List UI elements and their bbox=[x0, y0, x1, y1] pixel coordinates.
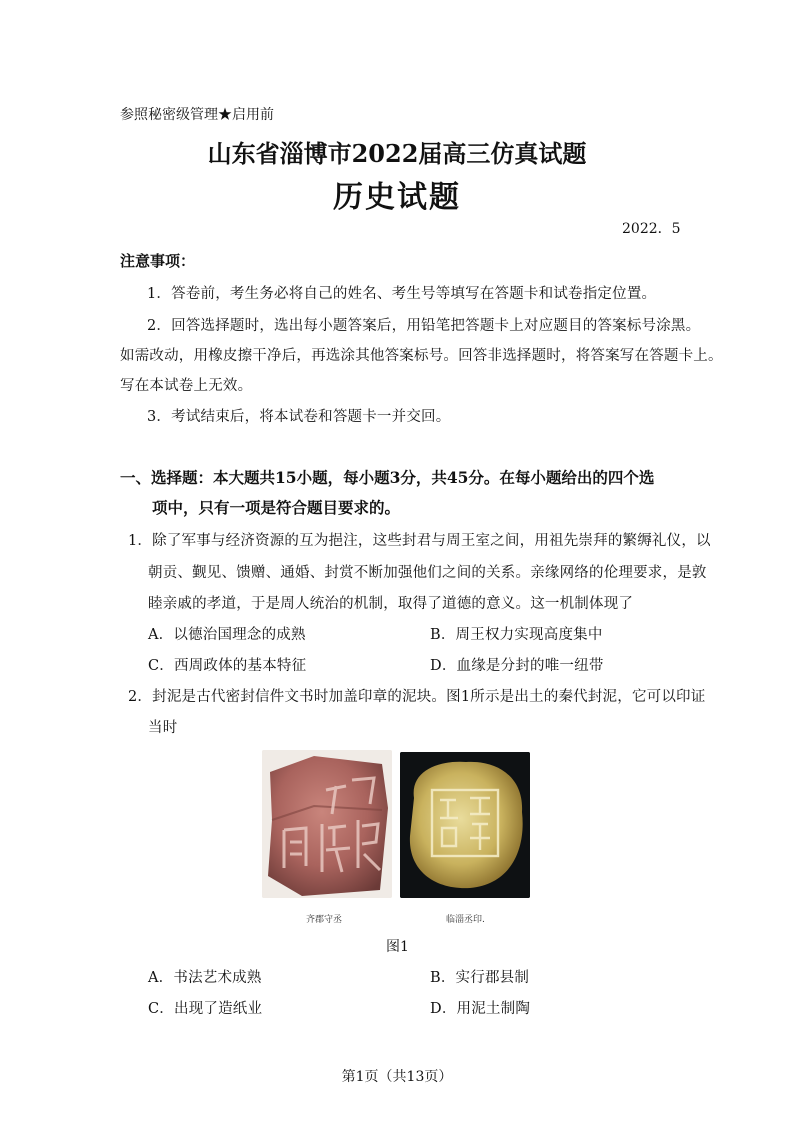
q2-stem-line1: 2．封泥是古代密封信件文书时加盖印章的泥块。图1所示是出土的秦代封泥，它可以印证 bbox=[128, 689, 706, 705]
notes-heading: 注意事项： bbox=[120, 252, 196, 270]
q2-option-a: A．书法艺术成熟 bbox=[148, 970, 262, 986]
clay-seal-photo-right bbox=[400, 752, 530, 898]
figure-label: 图1 bbox=[386, 939, 409, 955]
q2-stem-line2: 当时 bbox=[148, 720, 178, 736]
section-1-heading: 一、选择题：本大题共15小题，每小题3分，共45分。在每小题给出的四个选 bbox=[120, 468, 655, 487]
note-1: 1．答卷前，考生务必将自己的姓名、考生号等填写在答题卡和试卷指定位置。 bbox=[147, 286, 657, 302]
note-2a: 2．回答选择题时，选出每小题答案后，用铅笔把答题卡上对应题目的答案标号涂黑。 bbox=[147, 318, 701, 334]
q1-option-d: D．血缘是分封的唯一纽带 bbox=[430, 658, 604, 674]
subject-title: 历史试题 bbox=[333, 180, 461, 215]
confidentiality-label: 参照秘密级管理★启用前 bbox=[120, 107, 274, 123]
note-3: 3．考试结束后，将本试卷和答题卡一并交回。 bbox=[147, 409, 451, 425]
q1-option-b: B．周王权力实现高度集中 bbox=[430, 627, 603, 643]
q1-stem-line3: 睦亲戚的孝道，于是周人统治的机制，取得了道德的意义。这一机制体现了 bbox=[148, 596, 634, 612]
section-1-heading-cont: 项中，只有一项是符合题目要求的。 bbox=[152, 498, 401, 517]
q1-stem-line2: 朝贡、觐见、馈赠、通婚、封赏不断加强他们之间的关系。亲缘网络的伦理要求，是敦 bbox=[148, 565, 707, 581]
note-2c: 写在本试卷上无效。 bbox=[120, 378, 253, 394]
exam-title: 山东省淄博市2022届高三仿真试题 bbox=[207, 139, 587, 168]
exam-date: 2022．5 bbox=[622, 221, 681, 237]
note-2b: 如需改动，用橡皮擦干净后，再选涂其他答案标号。回答非选择题时，将答案写在答题卡上。 bbox=[120, 348, 723, 364]
q2-option-d: D．用泥土制陶 bbox=[430, 1001, 531, 1017]
caption-left-seal: 齐郡守丞 bbox=[306, 915, 343, 925]
q2-option-b: B．实行郡县制 bbox=[430, 970, 530, 986]
q2-option-c: C．出现了造纸业 bbox=[148, 1001, 263, 1017]
q1-stem-line1: 1．除了军事与经济资源的互为挹注，这些封君与周王室之间，用祖先崇拜的繁缛礼仪，以 bbox=[128, 533, 711, 549]
page-number: 第1页（共13页） bbox=[341, 1069, 453, 1085]
q1-option-c: C．西周政体的基本特征 bbox=[148, 658, 307, 674]
q1-option-a: A．以德治国理念的成熟 bbox=[148, 627, 306, 643]
clay-seal-photo-left bbox=[262, 750, 392, 898]
caption-right-seal: 临淄丞印. bbox=[446, 915, 485, 925]
